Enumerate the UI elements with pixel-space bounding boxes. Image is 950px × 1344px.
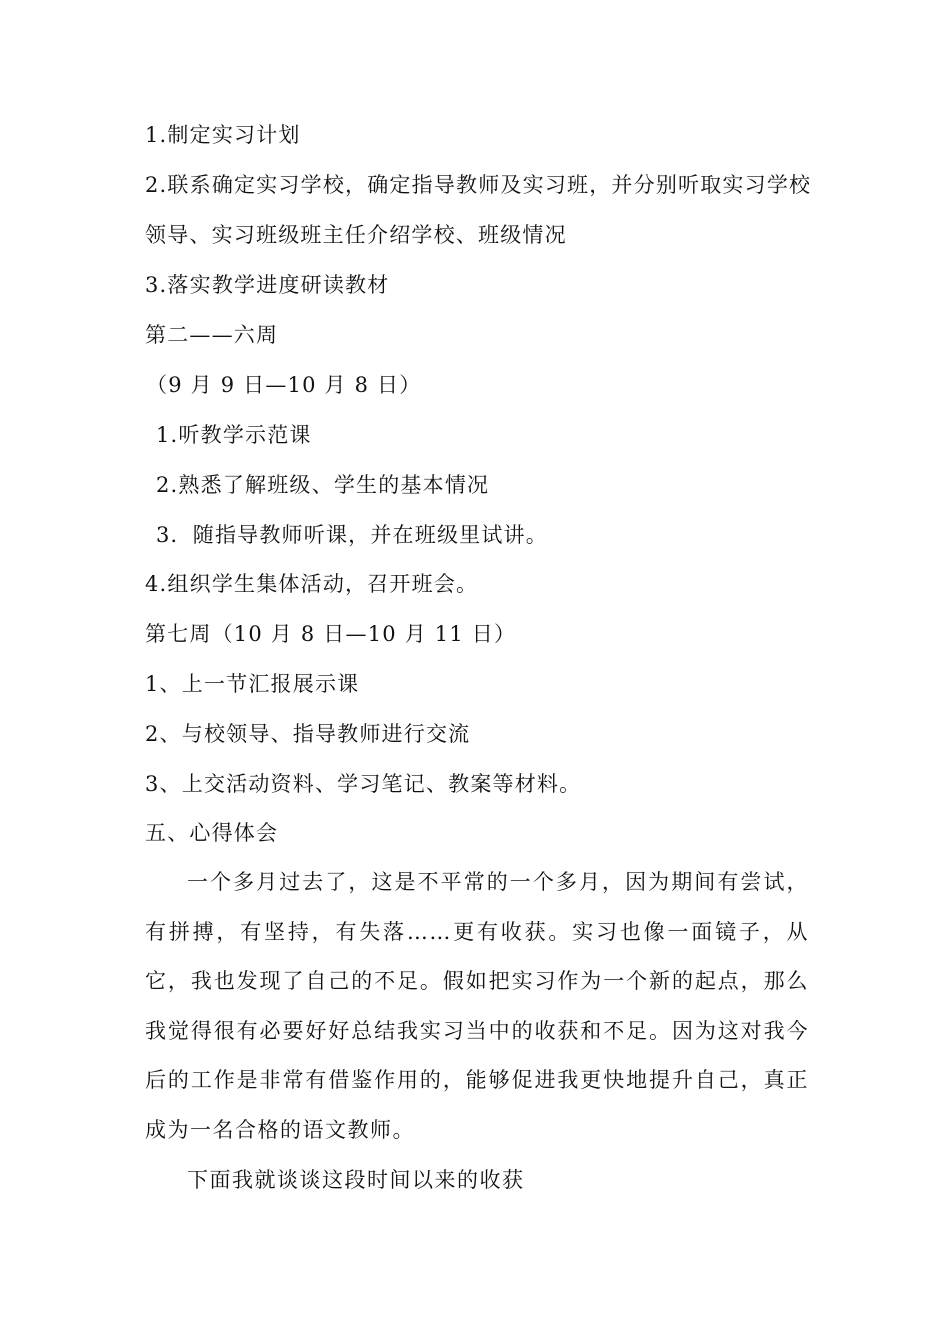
week-2-6-dates: （9 月 9 日—10 月 8 日） [146, 373, 422, 397]
harvest-intro-paragraph: 下面我就谈谈这段时间以来的收获 [187, 1168, 525, 1192]
reflection-paragraph: 一个多月过去了，这是不平常的一个多月，因为期间有尝试，有拼搏，有坚持，有失落……更有收获。实习也像一面镜子，从它，我也发现了自己的不足。假如把实习作为一个新的起点，那么我觉得很有必要好好总结我实习当中的收获和不足。因为这对我今后的工作是非常有借鉴作用的，能够促进我更快地提升自己，真正成为一名合格的语文教师。 [145, 870, 809, 1142]
week-2-6-item-1: 1.听教学示范课 [156, 423, 312, 447]
week-7-item-2: 2、与校领导、指导教师进行交流 [145, 722, 471, 746]
week-2-6-heading: 第二——六周 [145, 323, 279, 347]
plan-item-2-continued: 领导、实习班级班主任介绍学校、班级情况 [145, 223, 567, 247]
plan-item-3: 3.落实教学进度研读教材 [145, 273, 390, 297]
week-2-6-item-3: 3．随指导教师听课，并在班级里试讲。 [156, 523, 548, 547]
plan-item-1: 1.制定实习计划 [145, 123, 301, 147]
week-7-item-3: 3、上交活动资料、学习笔记、教案等材料。 [145, 772, 582, 796]
week-7-heading: 第七周（10 月 8 日—10 月 11 日） [145, 622, 517, 646]
plan-item-2: 2.联系确定实习学校，确定指导教师及实习班，并分别听取实习学校 [145, 173, 812, 197]
week-2-6-item-4: 4.组织学生集体活动，召开班会。 [145, 572, 479, 596]
week-2-6-item-2: 2.熟悉了解班级、学生的基本情况 [156, 473, 490, 497]
section-5-heading: 五、心得体会 [145, 821, 279, 845]
week-7-item-1: 1、上一节汇报展示课 [145, 672, 360, 696]
